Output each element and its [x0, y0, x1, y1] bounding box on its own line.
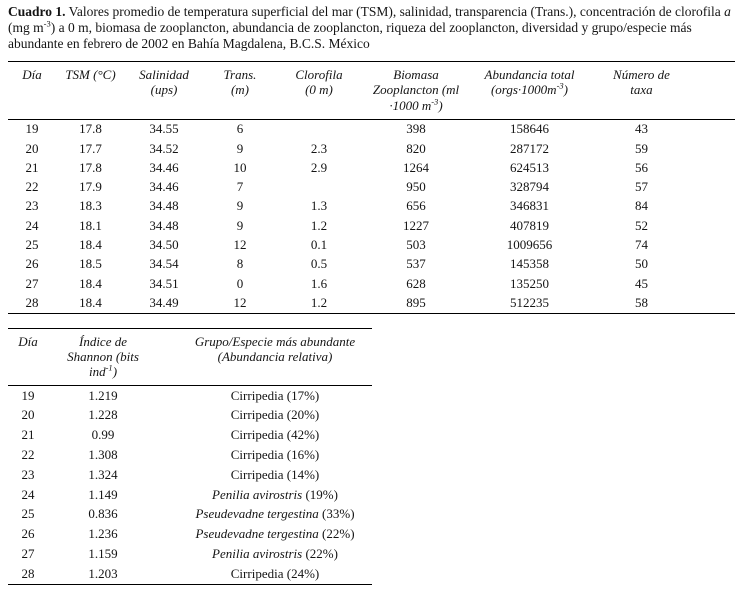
table2-header-row [8, 328, 372, 385]
cell-species [158, 385, 372, 405]
cell-clorofila: 0.5 [310, 256, 328, 272]
cell-biomasa: 1264 [403, 159, 429, 175]
cell-species [158, 505, 372, 525]
caption-text-3: ) a 0 m, biomasa de zooplancton, abundancia de zooplancton, riqueza del zooplancton, diversidad y grupo/especie más abundante en febrero de 2002 en Bahía Magdalena, B.C.S. México [8, 19, 692, 51]
cell-dia: 26 [21, 526, 35, 542]
cell-dia: 20 [25, 140, 39, 156]
col-header-grupo-especie: Grupo/Especie más abundante (Abundancia relativa) [158, 328, 372, 385]
cell-shannon: 1.203 [88, 565, 118, 581]
cell-clorofila: 1.2 [310, 217, 328, 233]
cell-species [158, 544, 372, 564]
cell-clorofila: 1.3 [310, 198, 328, 214]
table-row [8, 524, 372, 544]
cell-dia: 22 [21, 447, 35, 463]
cell-biomasa: 537 [406, 256, 426, 272]
cell-shannon: 0.99 [91, 427, 115, 443]
cell-shannon: 1.159 [88, 546, 118, 562]
caption-text-1: Valores promedio de temperatura superficial del mar (TSM), salinidad, transparencia (Trans.), concentración de clorofila [65, 4, 725, 19]
cell-tsm: 18.5 [79, 256, 102, 272]
cell-dia: 20 [21, 407, 35, 423]
cell-dia: 27 [21, 546, 35, 562]
cell-species [158, 524, 372, 544]
table-row [8, 197, 735, 216]
col-header-tsm: TSM (°C) [56, 62, 125, 119]
col-header-shannon: Índice de Shannon (bits ind$^{-1}$) [48, 328, 158, 385]
cell-dia: 25 [21, 506, 35, 522]
cell-dia: 26 [25, 256, 39, 272]
caption-bold-label: Cuadro 1. [8, 4, 66, 19]
cell-biomasa: 895 [406, 294, 426, 310]
cell-trans: 9 [236, 140, 244, 156]
cell-abundancia: 135250 [510, 275, 549, 291]
cell-trans: 8 [236, 256, 244, 272]
col-header-salinidad: Salinidad (ups) [125, 62, 203, 119]
col-header-trans: Trans. (m) [203, 62, 277, 119]
caption-text-2: (mg m [8, 19, 44, 35]
cell-dia: 19 [25, 121, 39, 137]
cell-dia: 21 [25, 159, 39, 175]
species-name: Cirripedia [230, 407, 284, 423]
cell-species [158, 485, 372, 505]
species-percentage: (17%) [283, 387, 320, 403]
table-row [8, 505, 372, 525]
cell-trans: 9 [236, 217, 244, 233]
table-row [8, 564, 372, 584]
col-header-taxa: Número de taxa [588, 62, 735, 119]
cell-tsm: 18.4 [79, 237, 102, 252]
table-row [8, 406, 372, 426]
cell-salinidad: 34.46 [149, 159, 179, 175]
cell-taxa: 59 [635, 140, 648, 156]
cell-clorofila: 1.6 [310, 275, 328, 291]
cell-tsm: 17.9 [79, 179, 102, 195]
cell-trans: 12 [233, 237, 247, 252]
cell-clorofila [277, 119, 361, 139]
cell-shannon: 1.149 [88, 486, 118, 502]
cell-abundancia: 346831 [510, 198, 549, 214]
cell-salinidad: 34.48 [149, 217, 179, 233]
cell-species [158, 445, 372, 465]
table-row [8, 385, 372, 405]
cell-species [158, 465, 372, 485]
cell-taxa: 56 [635, 159, 648, 175]
cell-dia: 27 [25, 275, 39, 291]
col-header-biomasa: Biomasa Zooplancton (ml ·1000 $m^{-3}$) [361, 62, 471, 119]
cell-tsm: 17.8 [79, 121, 102, 137]
cell-tsm: 18.1 [79, 217, 102, 233]
cell-clorofila: 1.2 [310, 294, 328, 310]
table-row [8, 235, 735, 254]
cell-dia: 19 [21, 387, 35, 403]
cell-salinidad: 34.48 [149, 198, 179, 214]
cell-abundancia: 512235 [510, 294, 549, 310]
cell-tsm: 17.8 [79, 159, 102, 175]
table-row [8, 177, 735, 196]
species-percentage: (22%) [302, 546, 338, 562]
species-name: Cirripedia [230, 427, 284, 443]
cell-abundancia: 1009656 [506, 237, 553, 252]
cell-salinidad: 34.49 [149, 294, 179, 310]
table-row [8, 119, 735, 139]
species-name: Pseudevadne tergestina [195, 506, 319, 522]
species-name: Cirripedia [230, 447, 284, 463]
table-row [8, 425, 372, 445]
col-header-clorofila: Clorofila (0 m) [277, 62, 361, 119]
abundancia-superscript: -3 [556, 81, 564, 92]
cell-abundancia: 407819 [510, 217, 549, 233]
cell-salinidad: 34.46 [149, 179, 179, 195]
cell-biomasa: 656 [406, 198, 426, 214]
table-row [8, 465, 372, 485]
cell-biomasa: 820 [406, 140, 426, 156]
cell-shannon: 1.219 [88, 387, 118, 403]
cell-biomasa: 503 [406, 237, 426, 252]
cell-trans: 9 [236, 198, 244, 214]
col-header-dia: Día [8, 62, 56, 119]
cell-salinidad: 34.54 [149, 256, 179, 272]
table-row [8, 445, 372, 465]
cell-dia: 28 [21, 565, 35, 581]
cell-taxa: 52 [635, 217, 648, 233]
biomasa-superscript: -3 [431, 96, 439, 107]
cell-tsm: 18.4 [79, 275, 102, 291]
table-row [8, 485, 372, 505]
cell-shannon: 0.836 [88, 506, 118, 522]
table-caption [8, 4, 736, 51]
table-row [8, 139, 735, 158]
cell-dia: 23 [21, 466, 35, 482]
species-name: Cirripedia [230, 466, 284, 482]
cell-biomasa: 950 [406, 179, 426, 195]
shannon-superscript: -1 [105, 362, 113, 373]
cell-biomasa: 1227 [403, 217, 429, 233]
species-name: Penilia avirostris [212, 486, 303, 502]
cell-dia: 28 [25, 294, 39, 310]
cell-taxa: 84 [635, 198, 648, 214]
cell-clorofila: 2.9 [310, 159, 328, 175]
cell-taxa: 43 [635, 121, 648, 137]
cell-shannon: 1.308 [88, 447, 118, 463]
cell-clorofila: 0.1 [310, 237, 328, 252]
cell-biomasa: 398 [406, 121, 426, 137]
cell-abundancia: 624513 [510, 159, 549, 175]
table-row [8, 255, 735, 274]
species-percentage: (14%) [283, 466, 320, 482]
cell-salinidad: 34.52 [149, 140, 179, 156]
cell-species [158, 564, 372, 584]
cell-taxa: 45 [635, 275, 648, 291]
cell-tsm: 18.3 [79, 198, 102, 214]
cell-abundancia: 328794 [510, 179, 549, 195]
cell-dia: 24 [21, 486, 35, 502]
cell-trans: 12 [233, 294, 247, 310]
cell-dia: 22 [25, 179, 39, 195]
cell-salinidad: 34.51 [149, 275, 179, 291]
cell-biomasa: 628 [406, 275, 426, 291]
cell-taxa: 74 [635, 237, 648, 252]
species-percentage: (24%) [283, 565, 320, 581]
cell-salinidad: 34.50 [149, 237, 179, 252]
cell-shannon: 1.228 [88, 407, 118, 423]
species-name: Pseudevadne tergestina [195, 526, 319, 542]
cell-species [158, 425, 372, 445]
cell-trans: 0 [236, 275, 244, 291]
table-row [8, 216, 735, 235]
cell-trans: 10 [233, 159, 247, 175]
col-header-dia: Día [8, 328, 48, 385]
cell-dia: 23 [25, 198, 39, 214]
table-row [8, 274, 735, 293]
cell-clorofila: 2.3 [310, 140, 328, 156]
cell-shannon: 1.236 [88, 526, 118, 542]
cell-tsm: 17.7 [79, 140, 102, 156]
cell-taxa: 50 [635, 256, 648, 272]
cell-species [158, 406, 372, 426]
table-row [8, 544, 372, 564]
cell-shannon: 1.324 [88, 466, 118, 482]
cell-dia: 25 [25, 237, 39, 252]
species-percentage: (22%) [318, 526, 355, 542]
species-percentage: (20%) [283, 407, 320, 423]
species-percentage: (16%) [283, 447, 320, 463]
chlorophyll-a-symbol: a [724, 4, 731, 19]
cell-trans: 6 [236, 121, 244, 137]
cell-clorofila [277, 177, 361, 196]
species-percentage: (19%) [302, 486, 338, 502]
cell-abundancia: 145358 [510, 256, 549, 272]
diversity-species-table [8, 328, 372, 585]
species-name: Cirripedia [230, 565, 284, 581]
caption-superscript: -3 [43, 18, 51, 29]
cell-abundancia: 287172 [510, 140, 549, 156]
cell-dia: 21 [21, 427, 35, 443]
table-row [8, 158, 735, 177]
cell-taxa: 57 [635, 179, 648, 195]
cell-trans: 7 [236, 179, 244, 195]
species-percentage: (33%) [318, 506, 355, 522]
cell-taxa: 58 [635, 294, 648, 310]
cell-tsm: 18.4 [79, 294, 102, 310]
species-name: Cirripedia [230, 387, 284, 403]
col-header-abundancia: Abundancia total $(orgs\cdot 1000m^{-3})$ [471, 62, 588, 119]
table1-header-row [8, 62, 735, 119]
cell-salinidad: 34.55 [149, 121, 179, 137]
environment-zooplankton-table [8, 61, 735, 313]
species-percentage: (42%) [283, 427, 320, 443]
cell-dia: 24 [25, 217, 39, 233]
species-name: Penilia avirostris [212, 546, 303, 562]
cell-abundancia: 158646 [510, 121, 549, 137]
table-row [8, 293, 735, 313]
